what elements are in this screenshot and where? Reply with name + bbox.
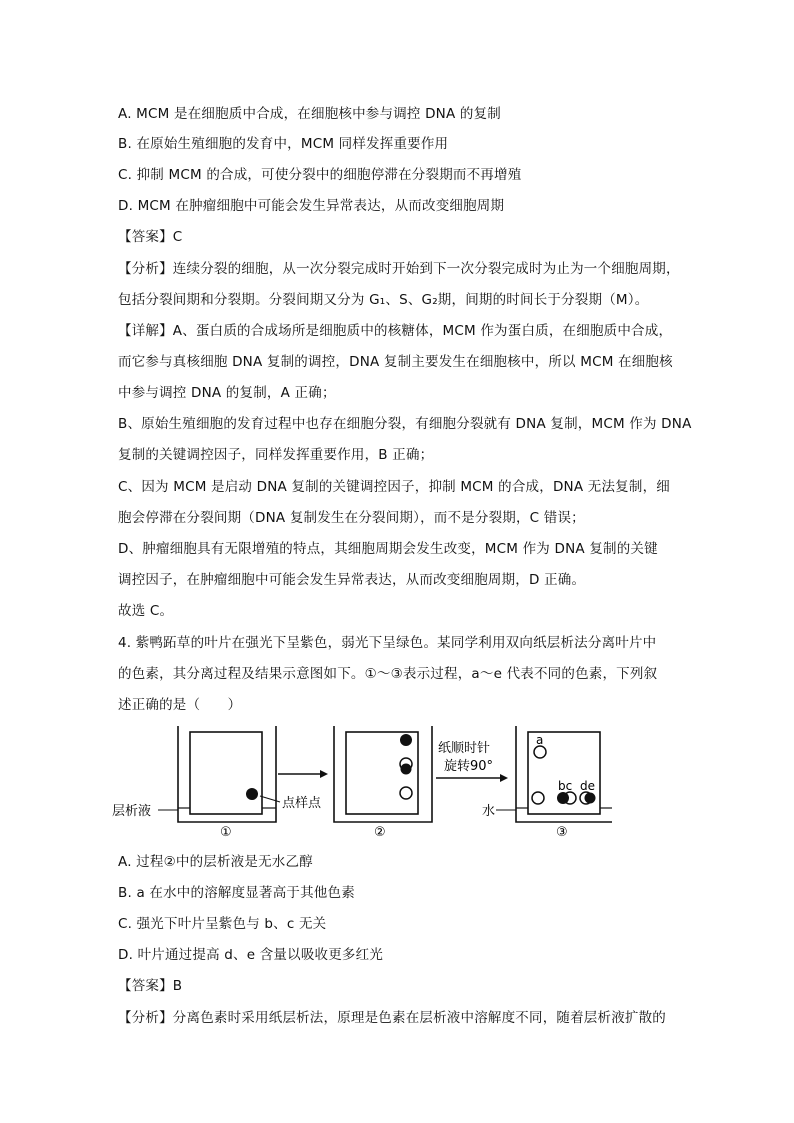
q3-detail-line: 调控因子，在肿瘤细胞中可能会发生异常表达，从而改变细胞周期，D 正确。 [118, 572, 586, 588]
label-a: a [536, 733, 544, 747]
arrow-icon [320, 770, 328, 778]
q3-option-d: D. MCM 在肿瘤细胞中可能会发生异常表达，从而改变细胞周期 [118, 198, 505, 214]
q3-detail-line: 胞会停滞在分裂间期（DNA 复制发生在分裂间期），而不是分裂期，C 错误； [118, 510, 585, 526]
q3-analysis-line: 【分析】连续分裂的细胞，从一次分裂完成时开始到下一次分裂完成时为止为一个细胞周期， [118, 261, 680, 277]
spot [401, 764, 412, 775]
q3-detail-line: 而它参与真核细胞 DNA 复制的调控，DNA 复制主要发生在细胞核中，所以 MCM 在细胞核 [118, 354, 673, 370]
spot [400, 787, 412, 799]
q4-option-c: C. 强光下叶片呈紫色与 b、c 无关 [118, 916, 327, 932]
q3-option-c: C. 抑制 MCM 的合成，可使分裂中的细胞停滞在分裂期而不再增殖 [118, 167, 522, 183]
q3-detail-line: D、肿瘤细胞具有无限增殖的特点，其细胞周期会发生改变，MCM 作为 DNA 复制的关键 [118, 541, 658, 557]
q3-option-b: B. 在原始生殖细胞的发育中，MCM 同样发挥重要作用 [118, 136, 449, 152]
beaker-1 [178, 726, 276, 822]
q3-answer: 【答案】C [118, 229, 183, 245]
q4-stem-line: 述正确的是（ ） [118, 697, 242, 713]
arrow-icon [500, 774, 508, 782]
q3-detail-line: 【详解】A、蛋白质的合成场所是细胞质中的核糖体，MCM 作为蛋白质，在细胞质中合成， [118, 323, 673, 339]
label-solvent: 层析液 [112, 804, 152, 819]
label-rotate-2: 旋转90° [444, 759, 494, 774]
q4-analysis-line: 【分析】分离色素时采用纸层析法，原理是色素在层析液中溶解度不同，随着层析液扩散的 [118, 1010, 666, 1026]
q4-answer: 【答案】B [118, 978, 183, 994]
q3-detail-line: 复制的关键调控因子，同样发挥重要作用，B 正确； [118, 447, 434, 463]
step-1-label: ① [220, 825, 232, 840]
spot-origin [532, 792, 544, 804]
beaker-3 [516, 726, 612, 822]
label-bc: bc [558, 779, 573, 793]
label-de: de [580, 779, 595, 793]
label-water: 水 [482, 804, 496, 819]
paper-1 [190, 732, 262, 814]
chromatography-svg [112, 722, 612, 842]
q3-conclusion: 故选 C。 [118, 603, 174, 619]
beaker-2 [334, 726, 432, 822]
step-2-label: ② [374, 825, 386, 840]
q4-stem-line: 4. 紫鸭跖草的叶片在强光下呈紫色，弱光下呈绿色。某同学利用双向纸层析法分离叶片中 [118, 635, 657, 651]
spot-e [585, 793, 596, 804]
spot-b [557, 792, 569, 804]
q3-detail-line: C、因为 MCM 是启动 DNA 复制的关键调控因子，抑制 MCM 的合成，DNA 无法复制，细 [118, 479, 670, 495]
q3-detail-line: 中参与调控 DNA 的复制，A 正确； [118, 385, 336, 401]
q4-option-b: B. a 在水中的溶解度显著高于其他色素 [118, 885, 355, 901]
step-3-label: ③ [556, 825, 568, 840]
spot-a [534, 746, 546, 758]
spot-origin [246, 788, 258, 800]
label-rotate-1: 纸顺时针 [438, 741, 491, 756]
q4-option-d: D. 叶片通过提高 d、e 含量以吸收更多红光 [118, 947, 384, 963]
q3-detail-line: B、原始生殖细胞的发育过程中也存在细胞分裂，有细胞分裂就有 DNA 复制，MCM 作为 DNA [118, 416, 692, 432]
q4-stem-line: 的色素，其分离过程及结果示意图如下。①～③表示过程，a～e 代表不同的色素，下列叙 [118, 666, 658, 682]
q4-option-a: A. 过程②中的层析液是无水乙醇 [118, 854, 313, 870]
spot [400, 734, 412, 746]
label-spot: 点样点 [282, 796, 322, 811]
q3-option-a: A. MCM 是在细胞质中合成，在细胞核中参与调控 DNA 的复制 [118, 106, 502, 122]
q3-analysis-line: 包括分裂间期和分裂期。分裂间期又分为 G₁、S、G₂期，间期的时间长于分裂期（M）。 [118, 292, 649, 308]
chromatography-diagram [112, 722, 612, 846]
